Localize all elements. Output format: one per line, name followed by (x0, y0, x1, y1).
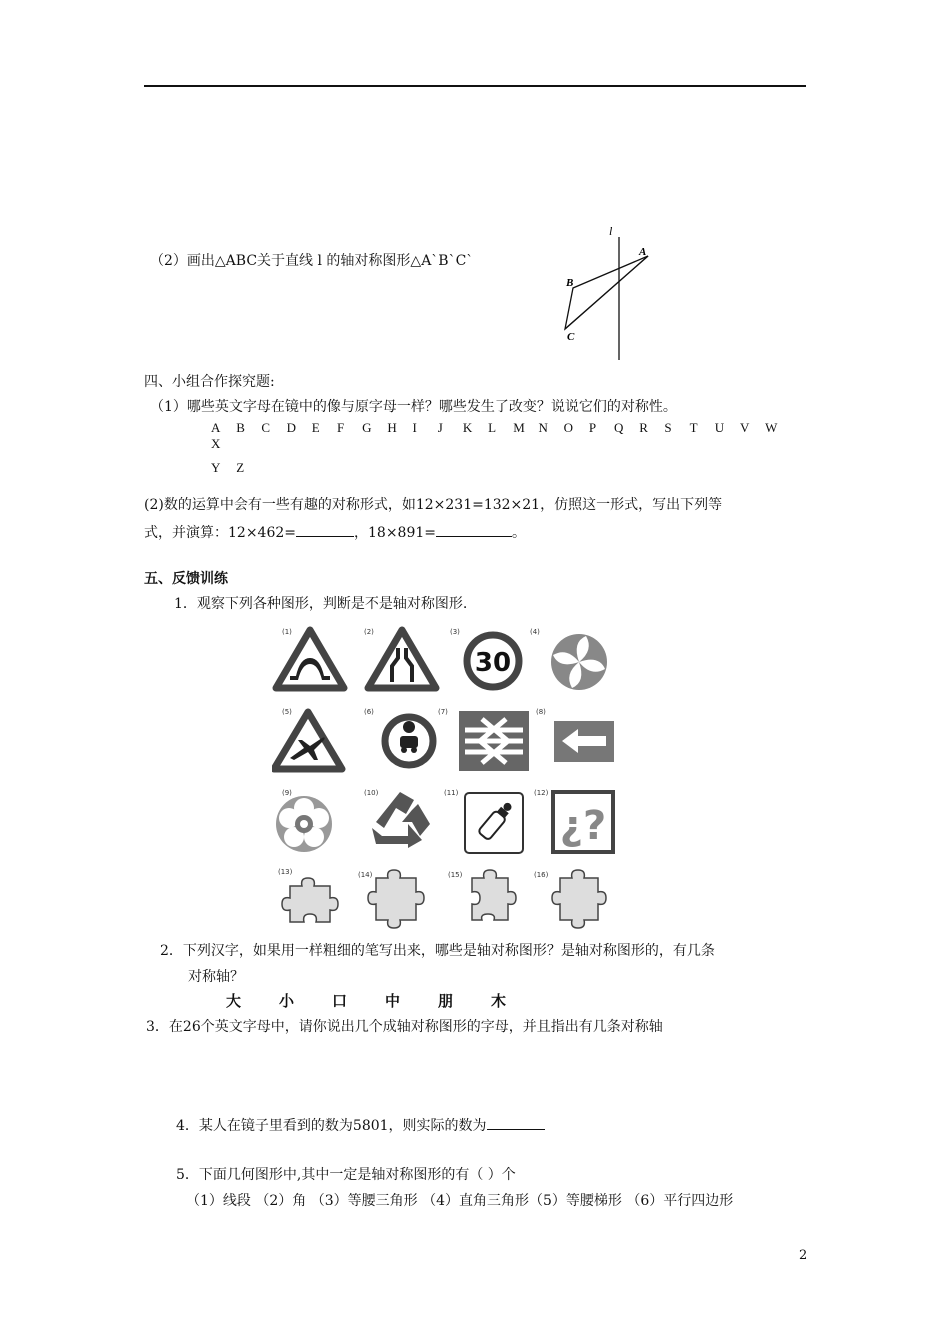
speed-limit-text: 30 (474, 648, 512, 678)
q3-2-text: （2）画出△ABC关于直线 l 的轴对称图形△A`B`C` (150, 253, 474, 269)
answer-blank-1[interactable] (296, 522, 354, 537)
letter-g: G (362, 420, 372, 435)
label-c: C (567, 331, 575, 343)
fig-num-4: (4) (530, 628, 540, 636)
section5-q4-text: 4．某人在镜子里看到的数为5801，则实际的数为 (176, 1115, 545, 1135)
letter-q: Q (614, 420, 624, 435)
char-1: 大 (226, 992, 242, 1010)
letter-a: A (211, 420, 221, 435)
char-6: 木 (491, 992, 507, 1010)
fig-num-14: (14) (358, 871, 373, 879)
section4-q1-text: （1）哪些英文字母在镜中的像与原字母一样？哪些发生了改变？说说它们的对称性。 (150, 399, 677, 415)
letters-row-2 (211, 460, 811, 476)
figures-grid (272, 624, 622, 929)
letters-list (211, 420, 811, 476)
letter-p: P (588, 420, 597, 435)
fig-num-5: (5) (282, 708, 292, 716)
letter-r: R (639, 420, 648, 435)
letter-o: O (563, 420, 574, 435)
fig-num-12: (12) (534, 789, 549, 797)
section4-title: 四、小组合作探究题: (144, 374, 275, 390)
question-marks-sign (553, 792, 613, 852)
letter-k: K (462, 420, 473, 435)
letter-i: I (412, 420, 417, 435)
fig-num-3: (3) (450, 628, 460, 636)
fig-num-1: (1) (282, 628, 292, 636)
letter-l: L (488, 420, 497, 435)
section5-q5-options: （1）线段 （2）角 （3）等腰三角形 （4）直角三角形（5）等腰梯形 （6）平行四边形 (186, 1193, 734, 1209)
fig-num-9: (9) (282, 789, 292, 797)
letter-h: H (387, 420, 397, 435)
letter-e: E (311, 420, 320, 435)
section5-q2-line1: 2．下列汉字，如果用一样粗细的笔写出来，哪些是轴对称图形？是轴对称图形的，有几条 (160, 943, 715, 959)
answer-blank-q4[interactable] (487, 1115, 545, 1130)
letters-row-1 (211, 420, 811, 452)
swirl-circle (551, 634, 607, 690)
fig-num-13: (13) (278, 868, 293, 876)
triangle-reflection-diagram (555, 222, 660, 362)
section5-q5-text: 5．下面几何图形中,其中一定是轴对称图形的有（ ）个 (176, 1167, 516, 1183)
letter-z: Z (236, 460, 245, 475)
bottle-sign (465, 793, 523, 853)
letter-j: J (437, 420, 443, 435)
puzzle-piece-13 (282, 878, 338, 922)
letter-d: D (286, 420, 296, 435)
letter-f: F (336, 420, 345, 435)
char-3: 口 (332, 992, 348, 1010)
section5-q2-line2: 对称轴？ (188, 969, 244, 985)
char-5: 朋 (438, 992, 454, 1010)
letter-v: V (739, 420, 750, 435)
question-marks-text: ¿? (559, 803, 607, 849)
letter-y: Y (211, 460, 221, 475)
speed-limit-sign (467, 635, 519, 687)
puzzle-piece-16 (552, 870, 606, 928)
bump-triangle-sign (276, 630, 344, 688)
char-2: 小 (279, 992, 295, 1010)
letter-m: M (513, 420, 525, 435)
fig-num-15: (15) (448, 871, 463, 879)
page-number: 2 (799, 1248, 808, 1263)
letter-b: B (236, 420, 245, 435)
header-rule (144, 85, 806, 87)
letter-x: X (211, 436, 221, 451)
puzzle-piece-15 (472, 870, 516, 920)
letter-w: W (765, 420, 778, 435)
arrow-sign (554, 721, 614, 762)
letter-n: N (538, 420, 548, 435)
rose-emblem (276, 796, 332, 852)
label-a: A (639, 246, 647, 258)
chinese-characters-row (226, 990, 544, 1011)
fig-num-11: (11) (444, 789, 459, 797)
section4-q2-line2: 式，并演算：12×462= ，18×891= 。 (144, 522, 526, 542)
char-4: 中 (385, 992, 401, 1010)
road-narrows-triangle-sign (368, 630, 436, 688)
letter-s: S (664, 420, 672, 435)
rail-logo (459, 711, 529, 771)
fig-num-16: (16) (534, 871, 549, 879)
fig-num-8: (8) (536, 708, 546, 716)
fig-num-6: (6) (364, 708, 374, 716)
letter-u: U (714, 420, 725, 435)
section5-q3-text: 3．在26个英文字母中，请你说出几个成轴对称图形的字母，并且指出有几条对称轴 (146, 1019, 663, 1035)
section4-q2-line1: (2)数的运算中会有一些有趣的对称形式，如12×231=132×21，仿照这一形式，写出下列等 (144, 497, 723, 513)
label-b: B (566, 277, 574, 289)
airplane-triangle-sign (274, 712, 342, 769)
answer-blank-2[interactable] (436, 522, 512, 537)
puzzle-piece-14 (368, 870, 424, 928)
recycle-symbol (372, 792, 430, 848)
fig-num-2: (2) (364, 628, 374, 636)
section5-title: 五、反馈训练 (144, 571, 228, 587)
letter-c: C (261, 420, 271, 435)
fig-num-10: (10) (364, 789, 379, 797)
letter-t: T (689, 420, 698, 435)
fig-num-7: (7) (438, 708, 448, 716)
no-vehicles-sign (385, 717, 433, 765)
label-l: l (609, 224, 613, 238)
puzzle-pieces (282, 870, 606, 928)
section5-q1-text: 1．观察下列各种图形，判断是不是轴对称图形. (174, 596, 468, 612)
